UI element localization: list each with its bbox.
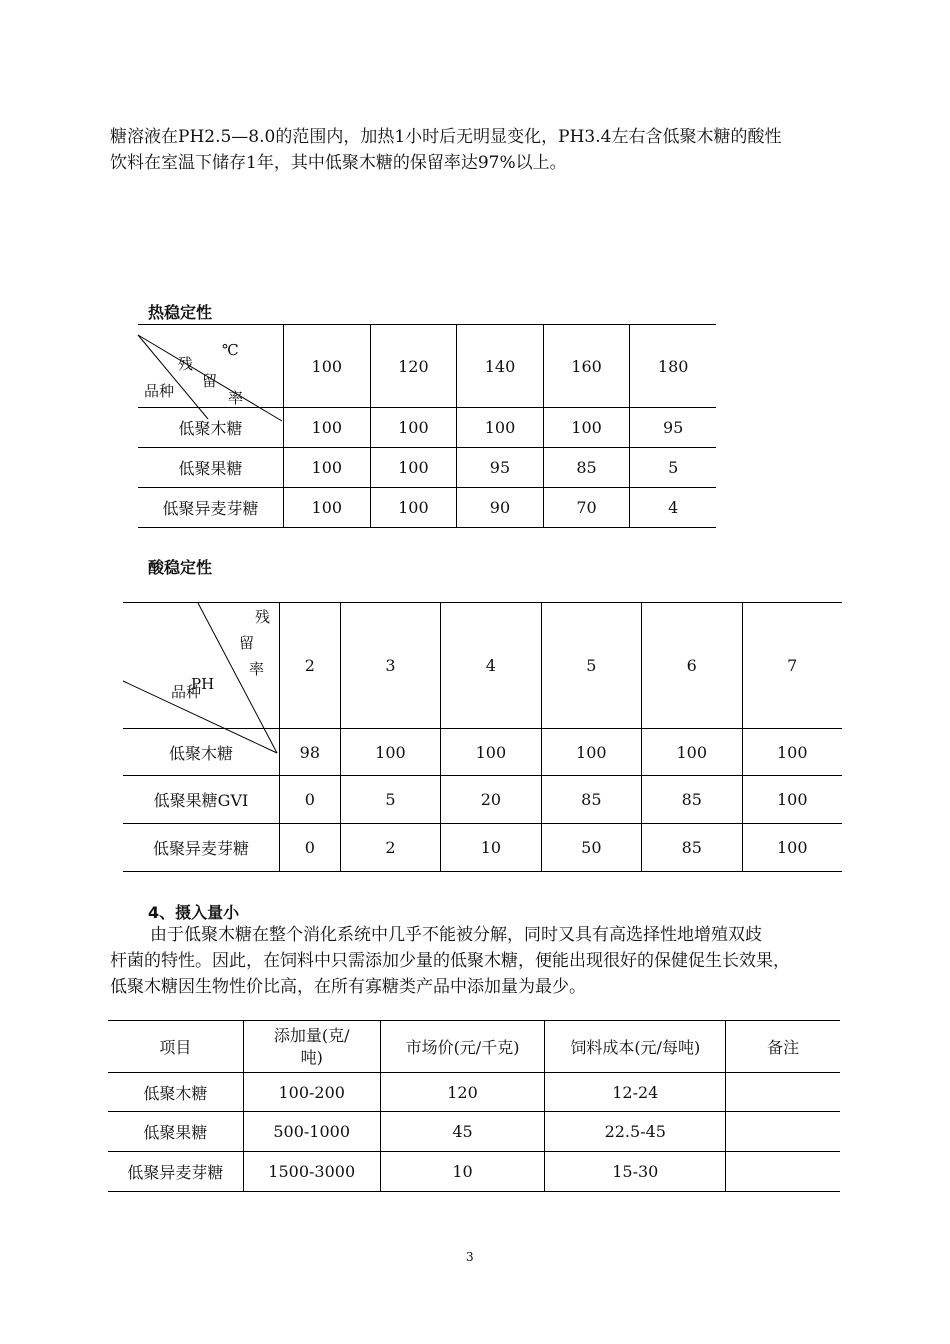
- cost-header-item: 项目: [159, 1038, 192, 1057]
- heat-cell: 100: [543, 408, 630, 448]
- acid-cell: 0: [280, 776, 341, 824]
- acid-cell: 100: [742, 729, 842, 776]
- table-row: [138, 488, 716, 528]
- heat-corner-unit: ℃: [222, 341, 239, 359]
- cost-header-price: 市场价(元/千克): [380, 1021, 545, 1073]
- acid-cell: 50: [541, 824, 641, 872]
- acid-col-header: 2: [280, 603, 341, 729]
- heat-row-name: 低聚异麦芽糖: [162, 499, 259, 518]
- heat-cell: 95: [630, 408, 716, 448]
- acid-cell: 100: [742, 824, 842, 872]
- cost-feed-cost: 12-24: [545, 1073, 726, 1112]
- cost-price: 45: [380, 1112, 545, 1152]
- cost-price: 10: [380, 1152, 545, 1192]
- table-row: [108, 1073, 840, 1112]
- heat-cell: 100: [457, 408, 544, 448]
- heat-row-name: 低聚果糖: [178, 459, 243, 478]
- table-row: [123, 776, 842, 824]
- acid-col-header: 7: [742, 603, 842, 729]
- cost-header-row: [108, 1021, 840, 1073]
- acid-corner-variety: 品种: [171, 683, 202, 701]
- acid-corner-residual-1: 残: [255, 608, 271, 626]
- cost-feed-cost: 22.5-45: [545, 1112, 726, 1152]
- cost-dosage: 100-200: [243, 1073, 380, 1112]
- acid-corner-ph: PH: [191, 675, 215, 693]
- heat-col-header: 180: [630, 325, 716, 408]
- acid-corner-residual-3: 率: [249, 660, 265, 678]
- acid-row-name: 低聚异麦芽糖: [152, 839, 249, 858]
- acid-cell: 98: [280, 729, 341, 776]
- cost-dosage: 1500-3000: [243, 1152, 380, 1192]
- cost-note: [726, 1073, 840, 1112]
- heat-cell: 5: [630, 448, 716, 488]
- heat-corner-residual-1: 残: [178, 355, 194, 373]
- section4-heading: 4、摄入量小: [148, 903, 240, 922]
- section4-line-1: 由于低聚木糖在整个消化系统中几乎不能被分解，同时又具有高选择性地增殖双歧: [150, 925, 762, 945]
- heat-cell: 100: [284, 448, 371, 488]
- heat-cell: 100: [370, 488, 457, 528]
- table-row: [138, 448, 716, 488]
- table-row: [123, 729, 842, 776]
- cost-item: 低聚异麦芽糖: [127, 1163, 224, 1182]
- heat-cell: 95: [457, 448, 544, 488]
- table-row: [123, 824, 842, 872]
- acid-corner-cell: [123, 603, 280, 729]
- heat-stability-table: [138, 324, 716, 528]
- intro-paragraph: [110, 124, 850, 176]
- heat-corner-residual-3: 率: [228, 389, 244, 407]
- acid-cell: 100: [742, 776, 842, 824]
- section4-line-3: 低聚木糖因生物性价比高，在所有寡糖类产品中添加量为最少。: [110, 977, 586, 997]
- acid-col-header: 6: [642, 603, 742, 729]
- cost-dosage: 500-1000: [243, 1112, 380, 1152]
- acid-cell: 20: [441, 776, 541, 824]
- heat-corner-cell: [138, 325, 284, 408]
- cost-note: [726, 1152, 840, 1192]
- cost-header-dosage-line-1: 添加量(克/: [273, 1025, 350, 1045]
- acid-header-row: [123, 603, 842, 729]
- heat-col-header: 140: [457, 325, 544, 408]
- section4-paragraph: [110, 922, 850, 1000]
- cost-note: [726, 1112, 840, 1152]
- heat-col-header: 120: [370, 325, 457, 408]
- heat-corner-variety: 品种: [144, 382, 175, 400]
- heat-cell: 100: [370, 448, 457, 488]
- acid-col-header: 3: [340, 603, 440, 729]
- cost-header-dosage-line-2: 吨): [300, 1047, 323, 1067]
- acid-cell: 100: [340, 729, 440, 776]
- cost-price: 120: [380, 1073, 545, 1112]
- acid-row-name: 低聚木糖: [168, 743, 233, 763]
- intro-line-2: 饮料在室温下储存1年，其中低聚木糖的保留率达97%以上。: [110, 153, 567, 173]
- heat-cell: 4: [630, 488, 716, 528]
- heat-header-row: [138, 325, 716, 408]
- acid-cell: 85: [642, 824, 742, 872]
- cost-item: 低聚木糖: [143, 1083, 208, 1103]
- heat-cell: 70: [543, 488, 630, 528]
- heat-col-header: 100: [284, 325, 371, 408]
- acid-cell: 0: [280, 824, 341, 872]
- cost-table: [108, 1020, 840, 1192]
- heat-cell: 100: [284, 488, 371, 528]
- acid-cell: 100: [541, 729, 641, 776]
- cost-feed-cost: 15-30: [545, 1152, 726, 1192]
- acid-cell: 85: [642, 776, 742, 824]
- acid-cell: 100: [642, 729, 742, 776]
- heat-cell: 100: [370, 408, 457, 448]
- acid-cell: 85: [541, 776, 641, 824]
- table-row: [108, 1152, 840, 1192]
- heat-stability-title: 热稳定性: [148, 303, 213, 322]
- acid-col-header: 4: [441, 603, 541, 729]
- cost-header-dosage: [243, 1021, 380, 1073]
- acid-cell: 5: [340, 776, 440, 824]
- acid-cell: 2: [340, 824, 440, 872]
- acid-stability-table: [123, 602, 842, 872]
- acid-cell: 100: [441, 729, 541, 776]
- acid-stability-title: 酸稳定性: [148, 558, 213, 577]
- acid-corner-residual-2: 留: [239, 634, 255, 652]
- section4-line-2: 杆菌的特性。因此，在饲料中只需添加少量的低聚木糖，便能出现很好的保健促生长效果，: [110, 951, 790, 971]
- table-row: [108, 1112, 840, 1152]
- acid-col-header: 5: [541, 603, 641, 729]
- heat-cell: 90: [457, 488, 544, 528]
- acid-cell: 10: [441, 824, 541, 872]
- heat-cell: 100: [284, 408, 371, 448]
- table-row: [138, 408, 716, 448]
- cost-header-cost: 饲料成本(元/每吨): [545, 1021, 726, 1073]
- page-number: 3: [466, 1250, 474, 1264]
- cost-header-note: 备注: [726, 1021, 840, 1073]
- heat-cell: 85: [543, 448, 630, 488]
- acid-row-name: 低聚果糖GVI: [153, 791, 249, 810]
- heat-col-header: 160: [543, 325, 630, 408]
- heat-corner-residual-2: 留: [202, 372, 218, 390]
- heat-row-name: 低聚木糖: [178, 419, 243, 438]
- cost-item: 低聚果糖: [143, 1123, 208, 1142]
- intro-line-1: 糖溶液在PH2.5—8.0的范围内，加热1小时后无明显变化，PH3.4左右含低聚木糖的酸性: [110, 127, 782, 147]
